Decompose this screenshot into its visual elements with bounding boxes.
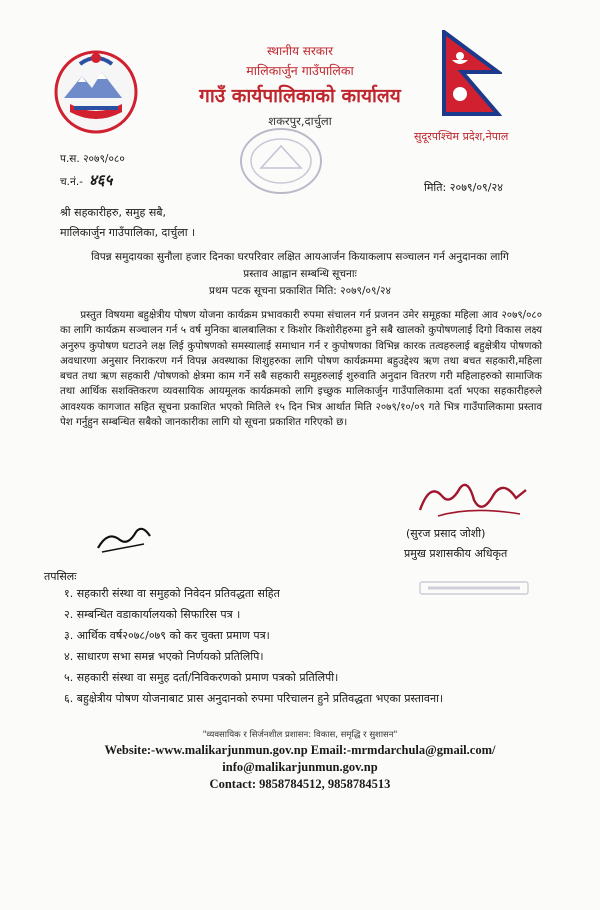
addressee-line1: श्री सहकारीहरु, समुह सबै, — [60, 206, 167, 219]
footer-contact: Contact: 9858784512, 9858784513 — [209, 777, 391, 791]
government-emblem-icon — [50, 42, 142, 134]
nepal-flag-icon — [440, 30, 502, 116]
subject-line2: प्रस्ताव आह्वान सम्बन्धि सूचनाः — [243, 268, 357, 280]
enclosure-item: ३. आर्थिक वर्ष२०७८/०७९ को कर चुक्ता प्रमाण पत्र। — [64, 629, 270, 642]
letter-date: मिति: २०७९/०९/२४ — [424, 181, 503, 194]
enclosure-item: १. सहकारी संस्था वा समुहको निवेदन प्रतिवद्धता सहित — [64, 587, 280, 600]
enclosures-heading: तपसिलः — [44, 570, 77, 583]
enclosure-item: ६. बहुक्षेत्रीय पोषण योजनाबाट प्रास अनुदानको रुपमा परिचालन हुने प्रतिवद्धता भएका प्रस्तावना। — [64, 692, 444, 705]
dispatch-number-label: च.नं.- — [60, 176, 83, 188]
officer-signature-icon — [412, 476, 532, 526]
letterhead-line1: स्थानीय सरकार — [267, 44, 333, 58]
reference-number: प.स. २०७९/०८० — [60, 153, 125, 165]
signatory-title: प्रमुख प्रशासकीय अधिकृत — [404, 547, 508, 560]
notice-body: प्रस्तुत विषयमा बहुक्षेत्रीय पोषण योजना कार्यक्रम प्रभावकारी रुपमा संचालन गर्न प्रजनन उमेर समूहका महिला आव २०७९/०८० का लागि कार्यक्रम सञ्चालन गर्न ५ वर्ष मुनिका बालबालिका र किशोर किशोरीहरुमा हुने सबै खालको कुपोषणलाई दिगो विकास लक्ष्य अनुरुप कुपोषण घटाउने लक्ष लिई कुपोषणको समस्यालाई समाधान गर्न र कुपोषणका विभिन्न कारक तत्वहरुलाई बहुक्षेत्रीय पोषणको अवधारणा अनुसार निराकरण गर्न विपन्न अवस्थाका शिशुहरुका लागि पोषण कार्यक्रममा बहुउद्देश्य ऋण तथा बचत सहकारी,महिला बचत तथा ऋण सहकारी /पोषणको क्षेत्रमा काम गर्ने सबै सहकारी समुहरुलाई शुरुवाति अनुदान वितरण गरी महिलाहरुको सामाजिक तथा आर्थिक सशक्तिकरण व्यवसायिक आयमूलक कार्यक्रमको लागि इच्छुक मालिकार्जुन गाउँपालिकामा दर्ता भएका सहकारीहरुले आवश्यक कागजात सहित सूचना प्रकाशित भएको मितिले १५ दिन भित्र आर्थात मिति २०७९/१०/०९ गते भित्र गाउँपालिकामा प्रस्ताव पेश गर्नुहुन सम्बन्धित सबैको जानकारीका लागि यो सूचना प्रकाशित गरिएको छ। — [60, 310, 542, 429]
subject-line1: विपन्न समुदायका सुनौला हजार दिनका घरपरिवार लक्षित आयआर्जन कियाकलाप सञ्चालन गर्न अनुदानका लागि — [91, 251, 509, 263]
footer-motto: "व्यवसायिक र सिर्जनशील प्रशासन: विकास, समृद्धि र सुशासन" — [202, 730, 398, 740]
footer-website-email: Website:-www.malikarjunmun.gov.np Email:-mrmdarchula@gmail.com/ — [104, 743, 496, 757]
dispatch-number — [60, 170, 112, 190]
enclosure-item: २. सम्बन्धित वडाकार्यालयको सिफारिस पत्र । — [64, 608, 241, 621]
office-stamp-icon — [236, 124, 326, 198]
initial-signature-icon — [94, 522, 156, 556]
enclosure-item: ४. साधारण सभा समन्न भएको निर्णयको प्रतिलिपि। — [64, 650, 264, 663]
enclosure-item: ५. सहकारी संस्था वा समुह दर्ता/निविकरणको प्रमाण पत्रको प्रतिलिपी। — [64, 671, 339, 684]
faded-stamp-icon — [418, 578, 530, 598]
letterhead-location: शकरपुर,दार्चुला — [268, 114, 332, 128]
province-label: सुदूरपश्चिम प्रदेश,नेपाल — [414, 130, 509, 143]
dispatch-number-value: ४६५ — [88, 171, 113, 189]
addressee-line2: मालिकार्जुन गाउँपालिका, दार्चुला । — [60, 226, 196, 239]
signatory-name: (सुरज प्रसाद जोशी) — [406, 527, 486, 540]
footer-email-2: info@malikarjunmun.gov.np — [222, 760, 378, 774]
letterhead-office: गाउँ कार्यपालिकाको कार्यालय — [199, 85, 401, 107]
letterhead-line2: मालिकार्जुन गाउँपालिका — [246, 63, 354, 78]
subject-line3: प्रथम पटक सूचना प्रकाशित मिति: २०७९/०९/२४ — [209, 285, 391, 297]
